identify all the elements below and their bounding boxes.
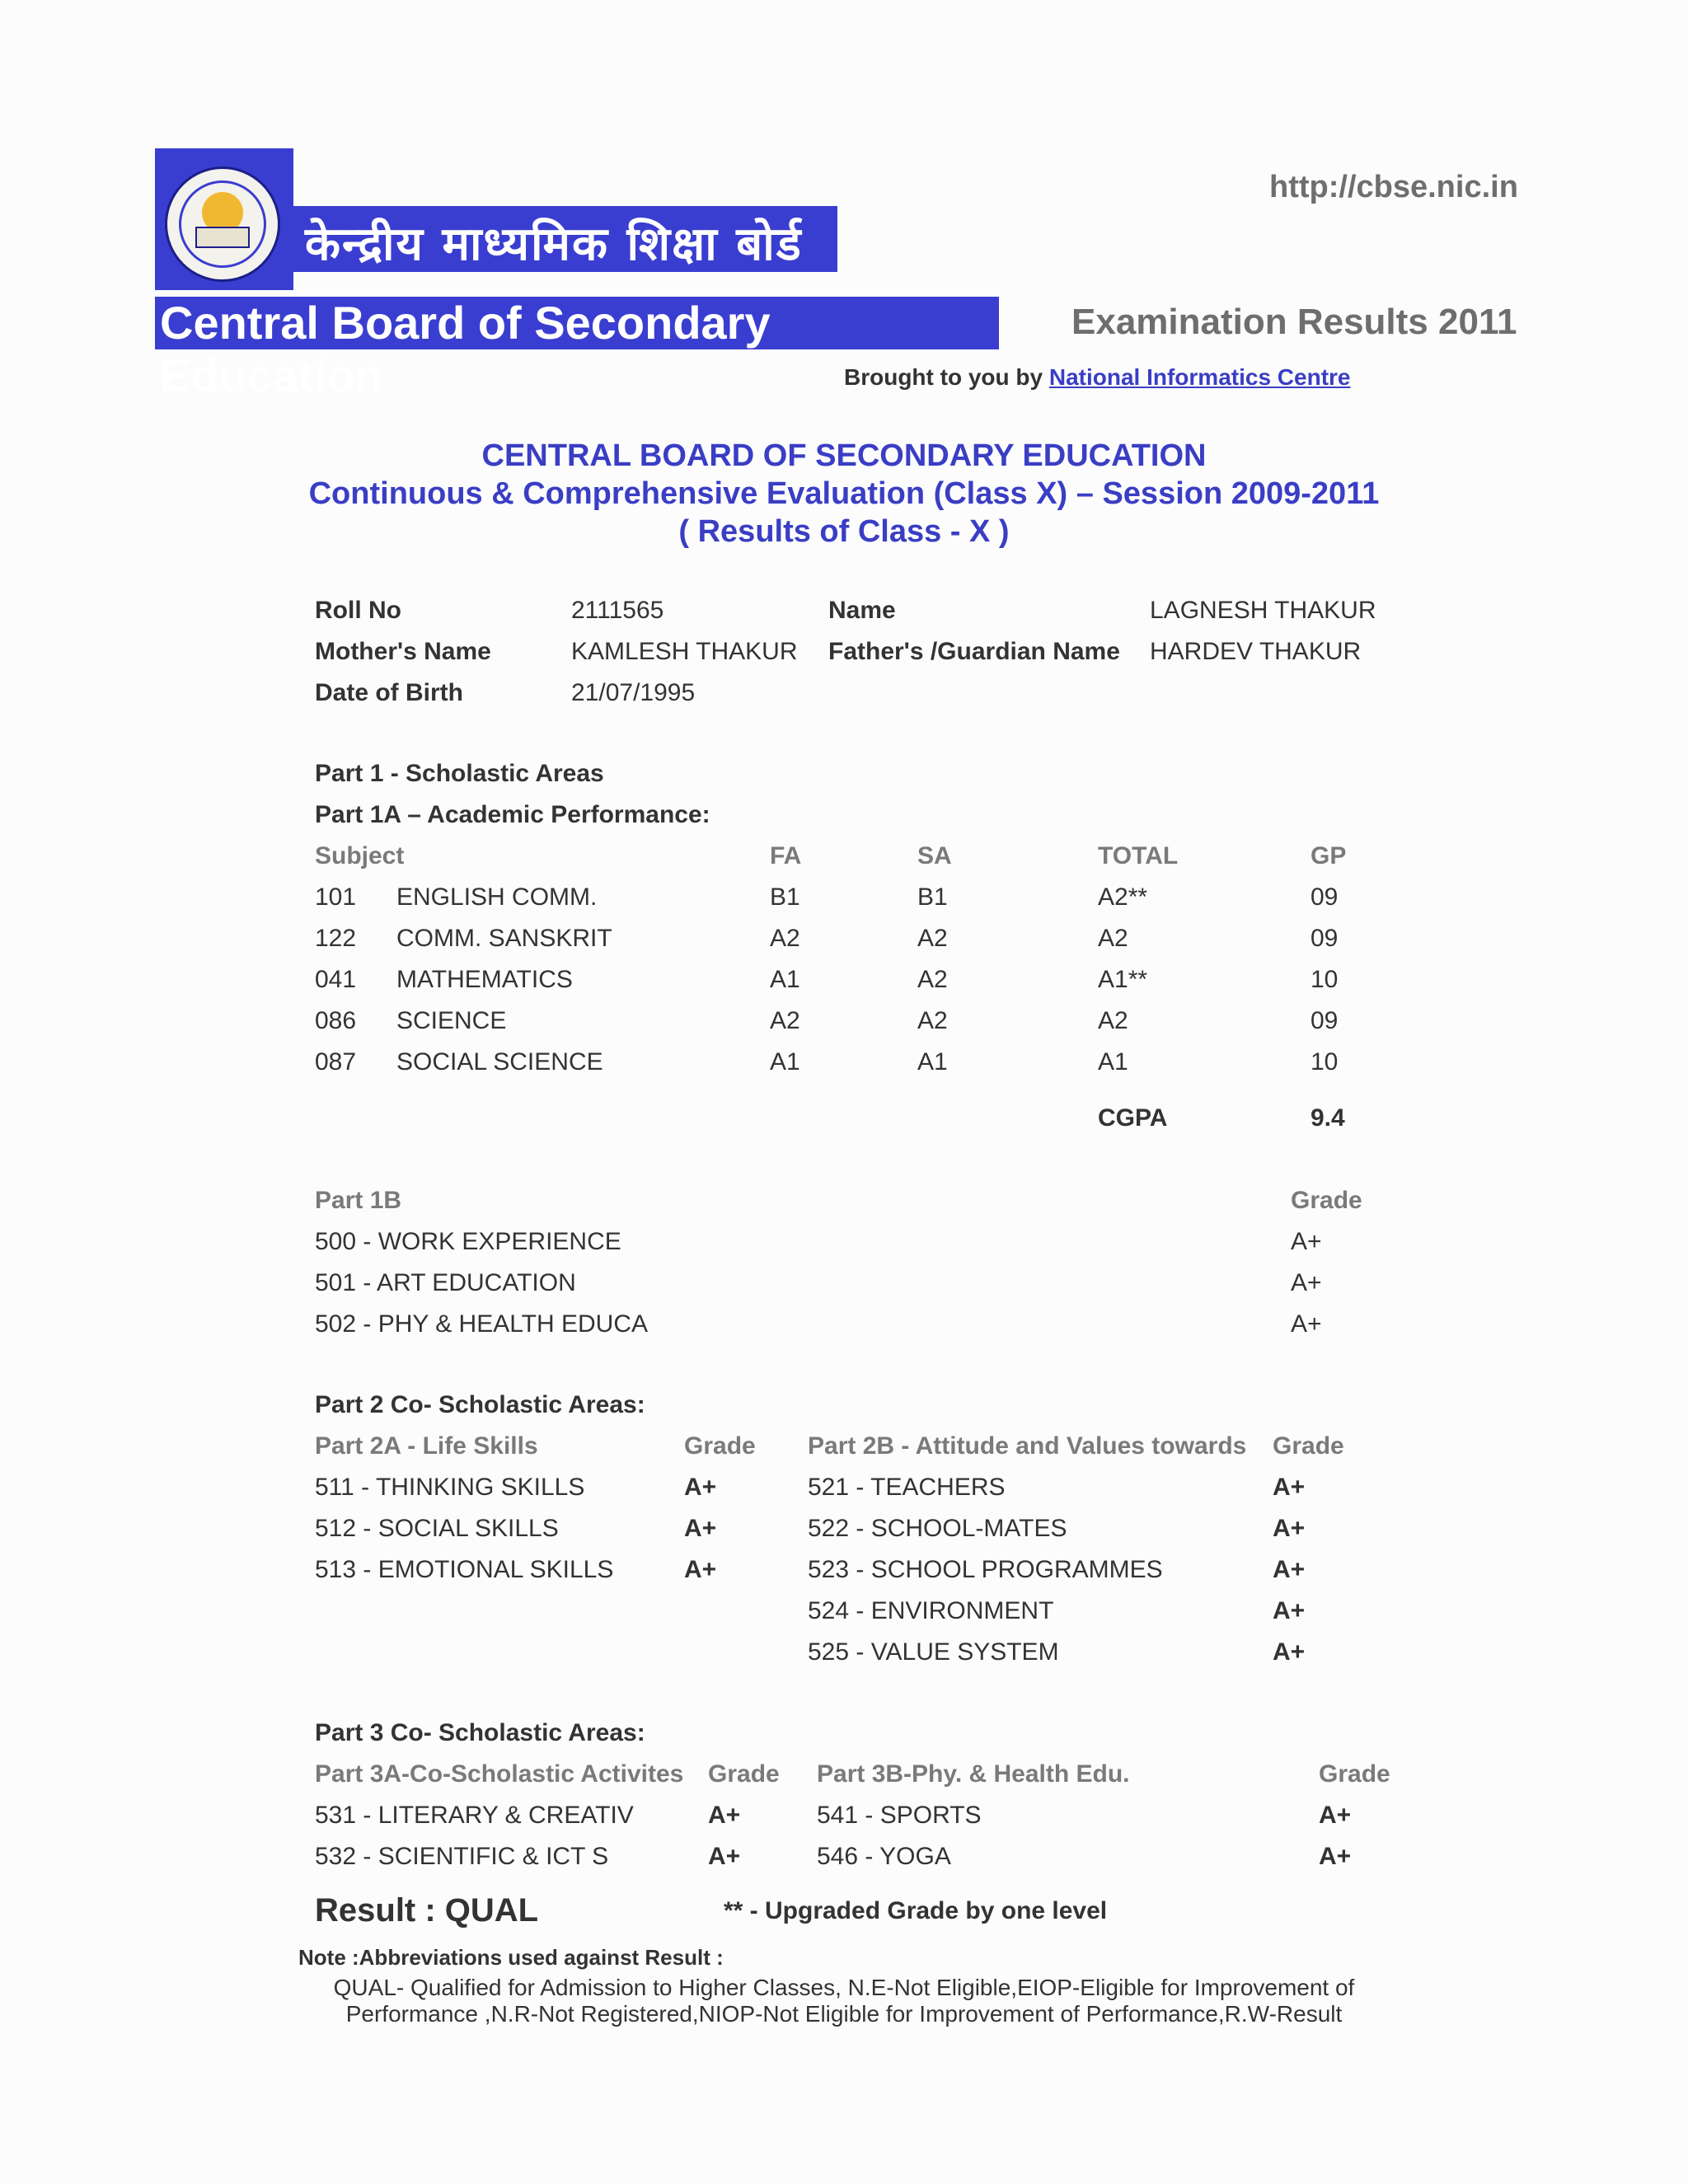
sa-grade: A1 bbox=[917, 1048, 948, 1076]
co-scholastic-grade: A+ bbox=[708, 1802, 741, 1829]
part2a-grade-header: Grade bbox=[684, 1432, 756, 1460]
health-edu-item: 546 - YOGA bbox=[817, 1843, 951, 1870]
fa-grade: B1 bbox=[770, 883, 800, 911]
subject-name: MATHEMATICS bbox=[396, 966, 573, 993]
mother-label: Mother's Name bbox=[315, 638, 491, 665]
subject-header: Subject bbox=[315, 842, 405, 869]
total-grade: A2 bbox=[1098, 1007, 1128, 1034]
health-edu-grade: A+ bbox=[1319, 1802, 1352, 1829]
attitude-grade: A+ bbox=[1273, 1515, 1306, 1542]
part1-title: Part 1 - Scholastic Areas bbox=[315, 760, 604, 787]
attitude-grade: A+ bbox=[1273, 1638, 1306, 1666]
mother-value: KAMLESH THAKUR bbox=[571, 638, 798, 665]
english-title: Central Board of Secondary Education bbox=[160, 297, 771, 401]
site-url: http://cbse.nic.in bbox=[1269, 170, 1518, 204]
name-value: LAGNESH THAKUR bbox=[1150, 597, 1376, 624]
total-header: TOTAL bbox=[1098, 842, 1179, 869]
part2b-header: Part 2B - Attitude and Values towards bbox=[808, 1432, 1247, 1460]
gp-header: GP bbox=[1311, 842, 1347, 869]
note-line-1: QUAL- Qualified for Admission to Higher Classes, N.E-Not Eligible,EIOP-Eligible for Improvement of bbox=[333, 1975, 1355, 2000]
subject-code: 101 bbox=[315, 883, 357, 911]
subject-name: SCIENCE bbox=[396, 1007, 507, 1034]
hindi-title: केन्द्रीय माध्यमिक शिक्षा बोर्ड bbox=[305, 218, 803, 271]
total-grade: A2** bbox=[1098, 883, 1148, 911]
attitude-grade: A+ bbox=[1273, 1474, 1306, 1501]
brought-by-text: Brought to you by bbox=[844, 364, 1043, 390]
co-scholastic-item: 532 - SCIENTIFIC & ICT S bbox=[315, 1843, 609, 1870]
attitude-grade: A+ bbox=[1273, 1597, 1306, 1624]
exam-title: Examination Results 2011 bbox=[1071, 302, 1517, 342]
cgpa-value: 9.4 bbox=[1311, 1104, 1345, 1132]
subject-name: COMM. SANSKRIT bbox=[396, 925, 612, 952]
life-skill-item: 513 - EMOTIONAL SKILLS bbox=[315, 1556, 614, 1583]
co-scholastic-item: 531 - LITERARY & CREATIV bbox=[315, 1802, 634, 1829]
note-title: Note :Abbreviations used against Result : bbox=[298, 1945, 724, 1970]
fa-grade: A2 bbox=[770, 1007, 800, 1034]
attitude-grade: A+ bbox=[1273, 1556, 1306, 1583]
nic-link[interactable]: National Informatics Centre bbox=[1048, 364, 1351, 390]
part1b-title: Part 1B bbox=[315, 1187, 402, 1214]
part2a-header: Part 2A - Life Skills bbox=[315, 1432, 538, 1460]
subject-code: 086 bbox=[315, 1007, 357, 1034]
grade-point: 09 bbox=[1311, 925, 1339, 952]
grade-point: 10 bbox=[1311, 1048, 1339, 1076]
life-skill-item: 511 - THINKING SKILLS bbox=[315, 1474, 585, 1501]
life-skill-item: 512 - SOCIAL SKILLS bbox=[315, 1515, 559, 1542]
part1b-item: 500 - WORK EXPERIENCE bbox=[315, 1228, 621, 1255]
subject-name: SOCIAL SCIENCE bbox=[396, 1048, 603, 1076]
part1b-grade: A+ bbox=[1291, 1228, 1322, 1255]
results-class-title: ( Results of Class - X ) bbox=[678, 514, 1010, 549]
attitude-item: 523 - SCHOOL PROGRAMMES bbox=[808, 1556, 1163, 1583]
cbse-logo bbox=[155, 148, 293, 290]
subject-code: 122 bbox=[315, 925, 357, 952]
subject-code: 087 bbox=[315, 1048, 357, 1076]
part1b-grade: A+ bbox=[1291, 1269, 1322, 1296]
part1a-subtitle: Part 1A – Academic Performance: bbox=[315, 801, 710, 828]
part1b-grade: A+ bbox=[1291, 1310, 1322, 1338]
sa-grade: A2 bbox=[917, 966, 948, 993]
fa-header: FA bbox=[770, 842, 802, 869]
hindi-title-banner bbox=[293, 206, 837, 272]
cgpa-label: CGPA bbox=[1098, 1104, 1168, 1132]
part2-title: Part 2 Co- Scholastic Areas: bbox=[315, 1391, 645, 1418]
upgraded-note: ** - Upgraded Grade by one level bbox=[724, 1897, 1108, 1924]
part3-title: Part 3 Co- Scholastic Areas: bbox=[315, 1719, 645, 1746]
result-status: Result : QUAL bbox=[315, 1892, 539, 1929]
life-skill-grade: A+ bbox=[684, 1474, 717, 1501]
father-label: Father's /Guardian Name bbox=[828, 638, 1120, 665]
part3b-header: Part 3B-Phy. & Health Edu. bbox=[817, 1760, 1130, 1788]
attitude-item: 521 - TEACHERS bbox=[808, 1474, 1006, 1501]
health-edu-item: 541 - SPORTS bbox=[817, 1802, 982, 1829]
attitude-item: 525 - VALUE SYSTEM bbox=[808, 1638, 1059, 1666]
sa-header: SA bbox=[917, 842, 952, 869]
part3b-grade-header: Grade bbox=[1319, 1760, 1390, 1788]
grade-point: 10 bbox=[1311, 966, 1339, 993]
life-skill-grade: A+ bbox=[684, 1556, 717, 1583]
part1b-item: 501 - ART EDUCATION bbox=[315, 1269, 576, 1296]
life-skill-grade: A+ bbox=[684, 1515, 717, 1542]
subject-code: 041 bbox=[315, 966, 357, 993]
part3a-header: Part 3A-Co-Scholastic Activites bbox=[315, 1760, 684, 1788]
evaluation-title: Continuous & Comprehensive Evaluation (Class X) – Session 2009-2011 bbox=[308, 476, 1380, 511]
part1b-grade-header: Grade bbox=[1291, 1187, 1362, 1214]
attitude-item: 522 - SCHOOL-MATES bbox=[808, 1515, 1067, 1542]
total-grade: A1** bbox=[1098, 966, 1148, 993]
roll-label: Roll No bbox=[315, 597, 401, 624]
roll-value: 2111565 bbox=[571, 597, 664, 624]
grade-point: 09 bbox=[1311, 1007, 1339, 1034]
part3a-grade-header: Grade bbox=[708, 1760, 780, 1788]
part2b-grade-header: Grade bbox=[1273, 1432, 1344, 1460]
grade-point: 09 bbox=[1311, 883, 1339, 911]
co-scholastic-grade: A+ bbox=[708, 1843, 741, 1870]
fa-grade: A1 bbox=[770, 1048, 800, 1076]
attitude-item: 524 - ENVIRONMENT bbox=[808, 1597, 1054, 1624]
father-value: HARDEV THAKUR bbox=[1150, 638, 1362, 665]
dob-label: Date of Birth bbox=[315, 679, 463, 706]
note-line-2: Performance ,N.R-Not Registered,NIOP-Not Eligible for Improvement of Performance,R.W-Result bbox=[345, 2001, 1343, 2027]
total-grade: A2 bbox=[1098, 925, 1128, 952]
name-label: Name bbox=[828, 597, 896, 624]
cbse-seal-icon bbox=[165, 166, 280, 282]
brought-by-line bbox=[844, 364, 1351, 391]
subject-name: ENGLISH COMM. bbox=[396, 883, 598, 911]
total-grade: A1 bbox=[1098, 1048, 1128, 1076]
fa-grade: A2 bbox=[770, 925, 800, 952]
sa-grade: A2 bbox=[917, 1007, 948, 1034]
sa-grade: A2 bbox=[917, 925, 948, 952]
fa-grade: A1 bbox=[770, 966, 800, 993]
sa-grade: B1 bbox=[917, 883, 948, 911]
part1b-item: 502 - PHY & HEALTH EDUCA bbox=[315, 1310, 649, 1338]
health-edu-grade: A+ bbox=[1319, 1843, 1352, 1870]
board-title: CENTRAL BOARD OF SECONDARY EDUCATION bbox=[481, 438, 1207, 473]
dob-value: 21/07/1995 bbox=[571, 679, 696, 706]
